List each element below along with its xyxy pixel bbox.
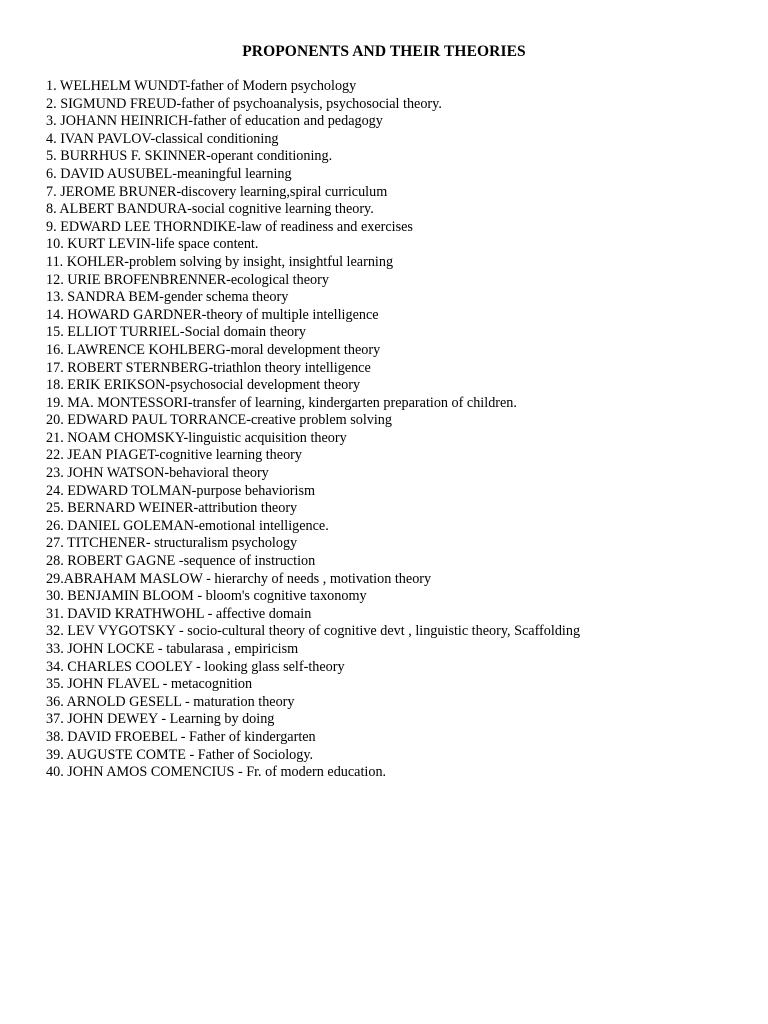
list-item: 3. JOHANN HEINRICH-father of education and pedagogy (46, 113, 383, 130)
proponent-list (46, 78, 746, 782)
list-item: 39. AUGUSTE COMTE - Father of Sociology. (46, 746, 314, 763)
list-item: 13. SANDRA BEM-gender schema theory (46, 289, 289, 306)
list-item: 38. DAVID FROEBEL - Father of kindergarten (46, 728, 316, 745)
list-item: 17. ROBERT STERNBERG-triathlon theory intelligence (46, 359, 371, 376)
list-item: 22. JEAN PIAGET-cognitive learning theory (46, 447, 302, 464)
list-item: 8. ALBERT BANDURA-social cognitive learning theory. (46, 201, 374, 218)
list-item: 35. JOHN FLAVEL - metacognition (46, 676, 253, 693)
list-item: 12. URIE BROFENBRENNER-ecological theory (46, 271, 329, 288)
list-item: 20. EDWARD PAUL TORRANCE-creative problem solving (46, 412, 392, 429)
list-item: 14. HOWARD GARDNER-theory of multiple intelligence (46, 306, 379, 323)
list-item: 19. MA. MONTESSORI-transfer of learning, kindergarten preparation of children. (46, 394, 517, 411)
list-item: 33. JOHN LOCKE - tabularasa , empiricism (46, 641, 299, 657)
list-item: 28. ROBERT GAGNE -sequence of instruction (46, 553, 316, 570)
list-item: 15. ELLIOT TURRIEL-Social domain theory (46, 324, 306, 341)
list-item: 32. LEV VYGOTSKY - socio-cultural theory of cognitive devt , linguistic theory, Scaffolding (46, 623, 581, 640)
list-item: 16. LAWRENCE KOHLBERG-moral development theory (46, 341, 381, 358)
list-item: 1. WELHELM WUNDT-father of Modern psychology (46, 78, 357, 94)
list-item: 30. BENJAMIN BLOOM - bloom's cognitive taxonomy (46, 588, 367, 605)
list-item: 40. JOHN AMOS COMENCIUS - Fr. of modern education. (46, 764, 387, 781)
list-item: 5. BURRHUS F. SKINNER-operant conditioning. (46, 148, 333, 165)
list-item: 11. KOHLER-problem solving by insight, insightful learning (46, 253, 394, 270)
list-item: 25. BERNARD WEINER-attribution theory (46, 500, 298, 517)
list-item: 36. ARNOLD GESELL - maturation theory (46, 693, 295, 710)
list-item: 9. EDWARD LEE THORNDIKE-law of readiness and exercises (46, 218, 413, 235)
list-item: 21. NOAM CHOMSKY-linguistic acquisition theory (46, 429, 347, 446)
list-item: 26. DANIEL GOLEMAN-emotional intelligence. (46, 517, 329, 534)
list-item: 31. DAVID KRATHWOHL - affective domain (46, 605, 312, 622)
list-item: 4. IVAN PAVLOV-classical conditioning (46, 130, 279, 147)
list-item: 29.ABRAHAM MASLOW - hierarchy of needs , motivation theory (46, 570, 432, 587)
list-item: 27. TITCHENER- structuralism psychology (46, 535, 298, 552)
list-item: 7. JEROME BRUNER-discovery learning,spiral curriculum (46, 183, 388, 200)
list-item: 37. JOHN DEWEY - Learning by doing (46, 711, 275, 728)
list-item: 18. ERIK ERIKSON-psychosocial development theory (46, 377, 361, 394)
list-item: 6. DAVID AUSUBEL-meaningful learning (46, 165, 292, 182)
list-item: 2. SIGMUND FREUD-father of psychoanalysis, psychosocial theory. (46, 95, 442, 112)
list-item: 23. JOHN WATSON-behavioral theory (46, 465, 269, 482)
list-item: 24. EDWARD TOLMAN-purpose behaviorism (46, 482, 316, 499)
page-title: PROPONENTS AND THEIR THEORIES (242, 43, 526, 60)
list-item: 10. KURT LEVIN-life space content. (46, 236, 259, 253)
list-item: 34. CHARLES COOLEY - looking glass self-theory (46, 658, 345, 675)
